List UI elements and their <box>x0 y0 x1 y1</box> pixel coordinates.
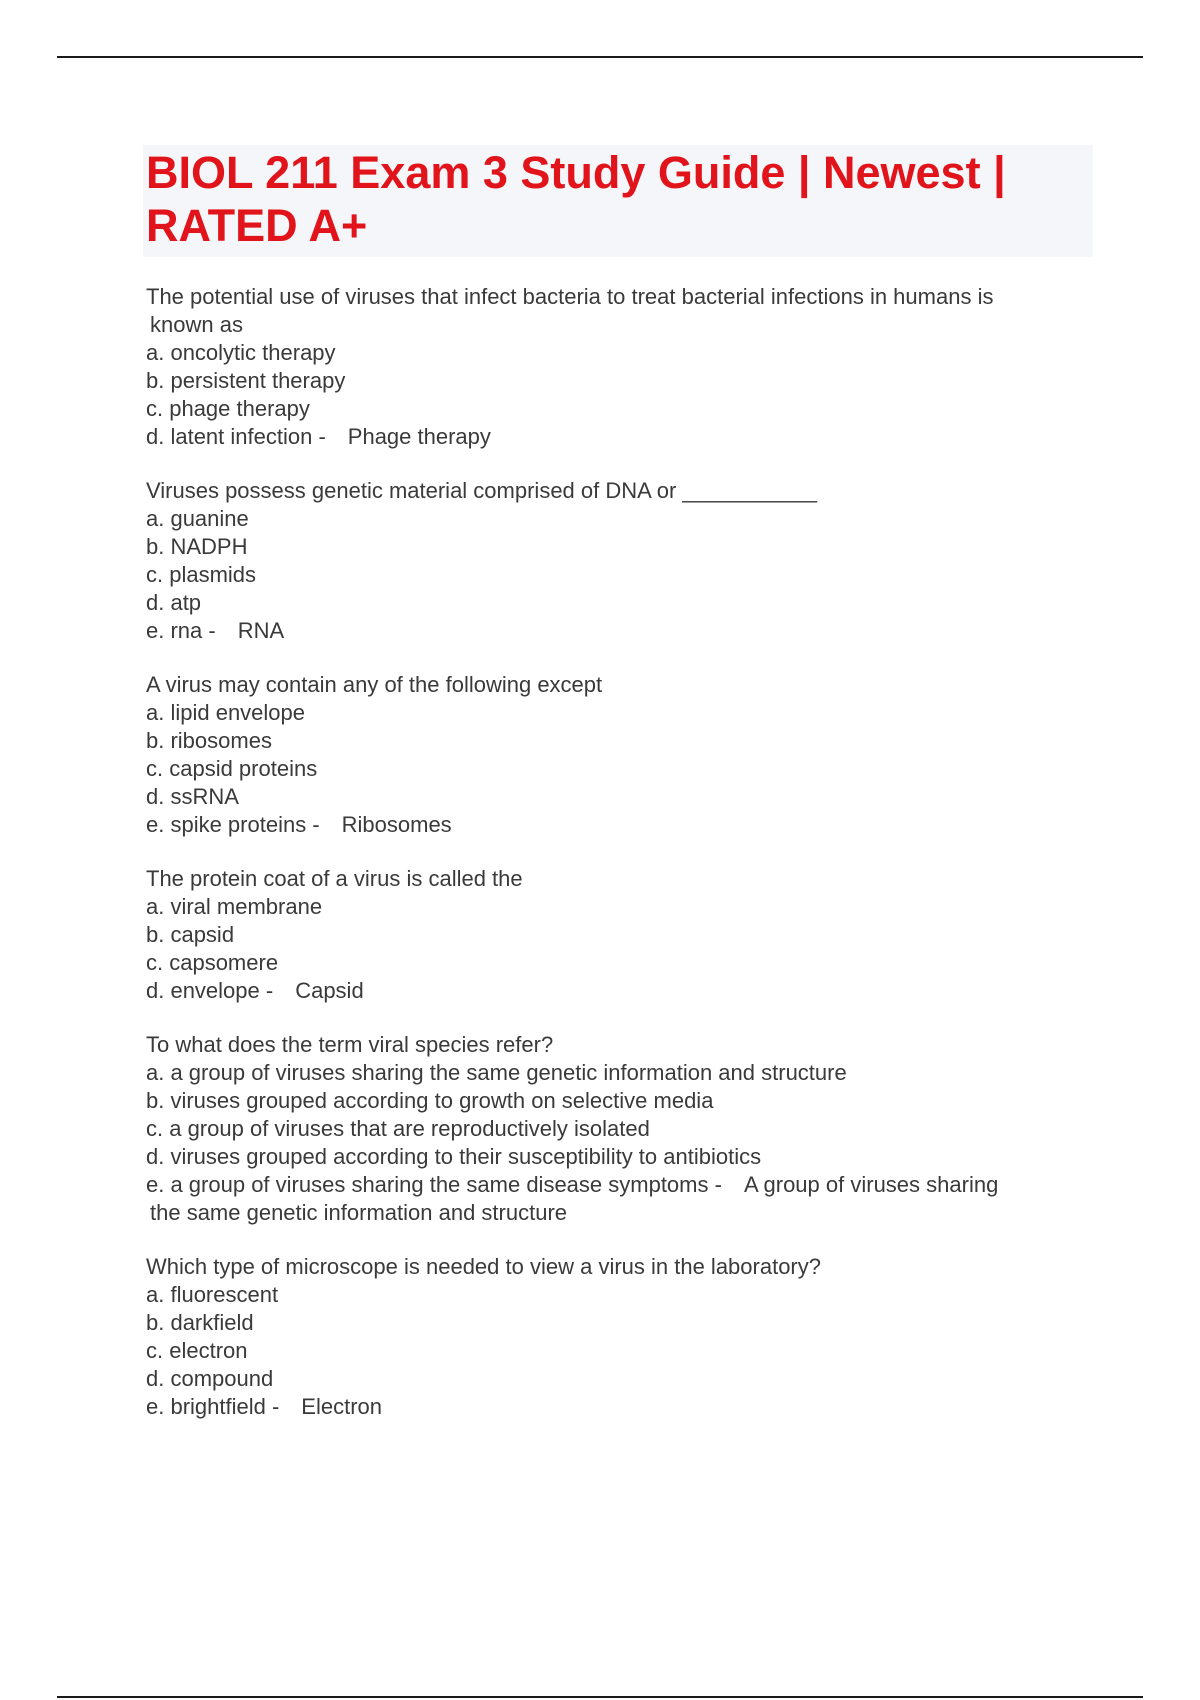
document-title: BIOL 211 Exam 3 Study Guide | Newest | RATED A+ <box>146 147 1006 251</box>
option-b: b. ribosomes <box>146 728 272 753</box>
option-d: d. envelope - <box>146 978 274 1003</box>
option-a: a. guanine <box>146 506 249 531</box>
option-e: e. rna - <box>146 618 216 643</box>
option-d: d. viruses grouped according to their susceptibility to antibiotics <box>146 1144 762 1169</box>
answer-text: Capsid <box>295 978 364 1003</box>
option-e: e. a group of viruses sharing the same disease symptoms - <box>146 1172 722 1197</box>
answer-text-continued: the same genetic information and structure <box>150 1200 568 1225</box>
answer-text: A group of viruses sharing <box>743 1172 999 1197</box>
option-c: c. capsid proteins <box>146 756 318 781</box>
question-text: A virus may contain any of the following except <box>146 672 603 697</box>
option-b: b. persistent therapy <box>146 368 346 393</box>
last-option-with-answer <box>146 1171 1086 1199</box>
option-a: a. viral membrane <box>146 894 323 919</box>
option-c: c. plasmids <box>146 562 257 587</box>
option-d: d. compound <box>146 1366 274 1391</box>
answer-text: RNA <box>237 618 285 643</box>
answer-text: Phage therapy <box>347 424 491 449</box>
question-text: Which type of microscope is needed to view a virus in the laboratory? <box>146 1254 821 1279</box>
question-text: The protein coat of a virus is called the <box>146 866 523 891</box>
question-text: The potential use of viruses that infect bacteria to treat bacterial infections in humans is <box>146 284 994 309</box>
questions-list <box>146 283 1086 1447</box>
question-block-6 <box>146 1253 1086 1421</box>
option-c: c. electron <box>146 1338 248 1363</box>
last-option-with-answer <box>146 423 1086 451</box>
option-a: a. oncolytic therapy <box>146 340 336 365</box>
last-option-with-answer <box>146 977 1086 1005</box>
option-c: c. a group of viruses that are reproductively isolated <box>146 1116 650 1141</box>
option-c: c. phage therapy <box>146 396 310 421</box>
question-block-3 <box>146 671 1086 839</box>
option-b: b. viruses grouped according to growth on selective media <box>146 1088 714 1113</box>
last-option-with-answer <box>146 1393 1086 1421</box>
option-b: b. darkfield <box>146 1310 254 1335</box>
option-e: e. spike proteins - <box>146 812 320 837</box>
option-d: d. atp <box>146 590 202 615</box>
option-b: b. NADPH <box>146 534 248 559</box>
answer-text: Ribosomes <box>341 812 452 837</box>
question-block-4 <box>146 865 1086 1005</box>
bottom-rule <box>57 1696 1143 1698</box>
option-a: a. lipid envelope <box>146 700 306 725</box>
answer-text: Electron <box>301 1394 383 1419</box>
question-block-5 <box>146 1031 1086 1227</box>
question-text: Viruses possess genetic material comprised of DNA or ___________ <box>146 478 817 503</box>
option-a: a. fluorescent <box>146 1282 279 1307</box>
question-block-2 <box>146 477 1086 645</box>
option-e: e. brightfield - <box>146 1394 280 1419</box>
option-b: b. capsid <box>146 922 235 947</box>
last-option-with-answer <box>146 811 1086 839</box>
option-d: d. latent infection - <box>146 424 326 449</box>
question-block-1 <box>146 283 1086 451</box>
option-c: c. capsomere <box>146 950 279 975</box>
option-a: a. a group of viruses sharing the same genetic information and structure <box>146 1060 847 1085</box>
top-rule <box>57 56 1143 58</box>
question-text: To what does the term viral species refer? <box>146 1032 554 1057</box>
last-option-with-answer <box>146 617 1086 645</box>
question-text-continued: known as <box>150 312 243 337</box>
option-d: d. ssRNA <box>146 784 239 809</box>
